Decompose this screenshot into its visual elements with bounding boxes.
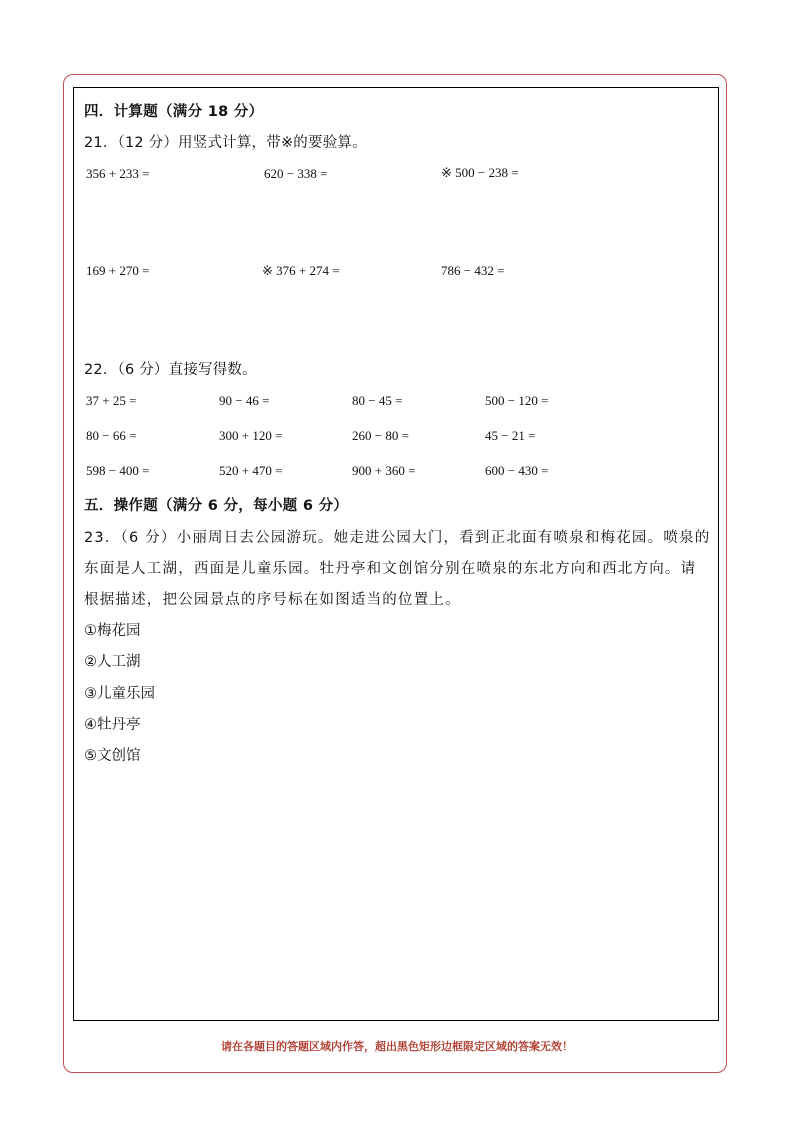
q22-expression: 80 − 45 = xyxy=(352,393,403,408)
q21-expression-verify: ※ 376 + 274 = xyxy=(262,263,340,278)
footer-warning-note: 请在各题目的答题区域内作答，超出黑色矩形边框限定区域的答案无效！ xyxy=(221,1040,573,1053)
answer-area-box xyxy=(73,87,719,1021)
question-23-text-line: 23．（6 分）小丽周日去公园游玩。她走进公园大门，看到正北面有喷泉和梅花园。喷泉的 xyxy=(84,530,711,546)
section-4-heading: 四．计算题（满分 18 分） xyxy=(84,104,264,120)
q21-expression: 356 + 233 = xyxy=(86,166,150,181)
q22-expression: 600 − 430 = xyxy=(485,463,549,478)
q22-expression: 90 − 46 = xyxy=(219,393,270,408)
park-spot-item: ④牡丹亭 xyxy=(84,717,141,733)
question-23-text-line: 根据描述，把公园景点的序号标在如图适当的位置上。 xyxy=(84,592,461,608)
question-22-prompt: 22．（6 分）直接写得数。 xyxy=(84,362,257,378)
q22-expression: 37 + 25 = xyxy=(86,393,137,408)
q22-expression: 520 + 470 = xyxy=(219,463,283,478)
section-5-heading: 五．操作题（满分 6 分，每小题 6 分） xyxy=(84,498,349,514)
q21-expression: 786 − 432 = xyxy=(441,263,505,278)
question-23-text-line: 东面是人工湖，西面是儿童乐园。牡丹亭和文创馆分别在喷泉的东北方向和西北方向。请 xyxy=(84,561,697,577)
q22-expression: 80 − 66 = xyxy=(86,428,137,443)
park-spot-item: ①梅花园 xyxy=(84,623,141,639)
question-21-prompt: 21．（12 分）用竖式计算，带※的要验算。 xyxy=(84,135,367,151)
q22-expression: 260 − 80 = xyxy=(352,428,409,443)
q21-expression: 169 + 270 = xyxy=(86,263,150,278)
park-spot-item: ②人工湖 xyxy=(84,654,141,670)
q22-expression: 300 + 120 = xyxy=(219,428,283,443)
q22-expression: 598 − 400 = xyxy=(86,463,150,478)
park-spot-item: ③儿童乐园 xyxy=(84,686,155,702)
q21-expression: 620 − 338 = xyxy=(264,166,328,181)
q22-expression: 900 + 360 = xyxy=(352,463,416,478)
q22-expression: 45 − 21 = xyxy=(485,428,536,443)
park-spot-item: ⑤文创馆 xyxy=(84,748,141,764)
q22-expression: 500 − 120 = xyxy=(485,393,549,408)
q21-expression-verify: ※ 500 − 238 = xyxy=(441,165,519,180)
